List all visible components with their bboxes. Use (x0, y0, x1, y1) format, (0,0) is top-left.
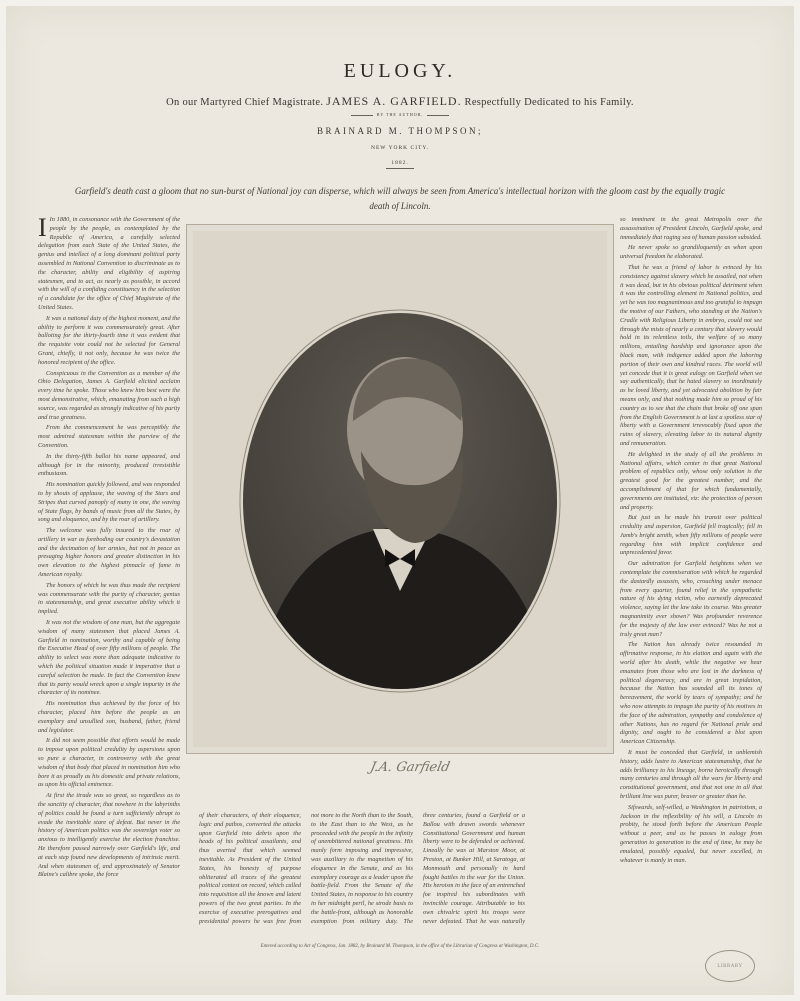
paragraph: In the thirty-fifth ballot his name appeared, and although for in the minority, produced irresistible enthusiasm. (38, 452, 180, 478)
byline (0, 112, 800, 117)
copyright-notice: Entered according to Act of Congress, Jan. 1882, by Brainard M. Thompson, in the office of the Librarian of Congress at Washington, D.C. (260, 944, 540, 949)
epigraph: Garfield's death cast a gloom that no sun-burst of National joy can disperse, which will always be seen from America's intellectual horizon with the gloom cast by the equally tragic death of Lincoln. (74, 186, 726, 211)
paragraph: Our admiration for Garfield heightens when we contemplate the commiseration with which he regarded the dastardly assassin, who, crouching under menace from every quarter, found relief in the sympathetic nature of his dying victim, who earnestly deprecated violence, saying let the law take its course. Was greater magnanimity ever shown? Was profounder reverence for the majesty of the law ever evinced? Was he not a truly great man? (620, 560, 762, 638)
text-column-left (38, 216, 180, 921)
text-column-bottom-3: three centuries, found a Garfield or a Ballou with drawn swords whenever Constitutional Government and human liberty were to be defended or achieved. Lineally he was at Marston Moor, at Preston, at Bunker Hill, at Saratoga, at Monmouth and personally in hard fought battles in the war for the Union. His heroism in the face of an entrenched foe inspired his subordinates with invincible courage. Attributable to his own chivalric spirit his troops were never defeated. That he was naturally (423, 812, 525, 925)
paragraph: It was not the wisdom of one man, but the aggregate wisdom of many statesmen that placed James A. Garfield in nomination, worthy and capable of being the Executive Head of over fifty millions of people. The ability to select was more than adequate indicative to which the political situation made it imperative that a careful selection be made. In fact the Convention knew that its party would wreck upon a single impurity in the character of its nominee. (38, 619, 180, 697)
portrait-plate (186, 224, 614, 754)
paragraph: At first the tirade was so great, so regardless as to the sanctity of character, that nowhere in the labyrinths of politics could be found a turn sufficiently abrupt to evade the inevitable stare of defeat. But never in the history of American politics was the sovereign voter so anxious to intelligently exercise the election franchise. He therefore passed narrowly over Garfield's life, and at each step found new developments of intrinsic merit. And when statesmen of, and approximately of Senator Blaine's calibre spoke, the force (38, 792, 180, 879)
paragraph: He never spoke so grandiloquently as when upon universal freedom he elaborated. (620, 244, 762, 261)
paragraph: It did not seem possible that efforts would be made to impose upon political credulity by aspersions upon so pure a character, in controversy with the great wisdom of that body that placed in nomination him who bore it as proudly as his domestic and private relations, as upon his official eminence. (38, 737, 180, 789)
drop-cap: I (38, 216, 47, 242)
paragraph: He delighted in the study of all the problems in National affairs, which center in that great National problem of republics only, whose only solution is the greatest good for the greatest number, and the accomplishment of that for which fundamentally, governments are instituted, viz: the protection of person and property. (620, 450, 762, 511)
paragraph: The welcome was fully insured to the roar of artillery in war as foreboding our country's devastation and the decimation of her armies, but not in peace as presaging higher honors and greater distinction in his own elevation to the highest pinnacle of fame in American royalty. (38, 527, 180, 579)
paragraph: That he was a friend of labor is evinced by his consistency against slavery which he assailed, not when it was dead, but in his obvious political detriment when it was the controlling element in National politics, and yet he was too magnanimous and too grateful to impugn the motive of our Fathers, who standing at the Nation's Cradle with Religious Liberty in embryo, could not see through the mists of nearly a century that slavery would hold in its relentless toils, the welfare of so many millions, entailing hardship and ignorance upon the black man, with indigence added upon the laboring portion of their own and kindred races. The world will yet concede that it is great eulogy on Garfield when we say authentically, that he hated slavery so inordinately as he loved liberty, and yet advocated abolition by fair means only, and that nothing made him so proud of his country as to see that the chain that broke off one span from the English Government is at last a spotless star of liberty with a Government irrevocably fixed upon the ruins of slavery, elevating labor to its natural dignity and remuneration. (620, 263, 762, 447)
paragraph: His nomination thus achieved by the force of his character, placed him before the people as an exemplary and unsullied son, husband, father, friend and legislator. (38, 700, 180, 734)
paragraph: The Nation has already twice resounded in affirmative response, in his elation and again with the world after his death, while the negative we hear emanates from those who are lost in the darkness of political degeneracy, and are in great trepidation, because the Nation has sounded all its tones of bereavement, the world by tears of sympathy; and he who now attempts to impugn the purity of his motives in the face of the admiration, sympathy and condolence of other Nations, has no regard for National pride and dignity, and ought to be considered a blot upon American Citizenship. (620, 641, 762, 746)
dedication-suffix: Respectfully Dedicated to his Family. (464, 97, 634, 108)
paragraph: The honors of which he was thus made the recipient was commensurate with the purity of character, genius in statesmanship, and great executive ability which it implied. (38, 581, 180, 616)
paragraph: It must be conceded that Garfield, in unblemish history, adds lustre to American statesmanship, that he adds brilliancy to his lineage, borne heroically through many centuries and through all the wars for liberty and constitutional government, and that not one in all that brilliant line was purer, braver or greater than he. (620, 749, 762, 800)
plate-inner-border (193, 231, 607, 747)
text-column-bottom-2: not more to the North than to the South, to the East than to the West, as he proceeded with the people in the infinity of unembittered national greatness. His manly form imposing and impressive, was auxiliary to the magnetism of his eloquence in the Senate, and as his exemplary courage as a leader upon the battle-field. From the Senate of the United States, in response to his country in her midnight peril, he strode basis to the battle-front, although as honorable exemption from military duty. The (311, 812, 413, 925)
signature: J.A. Garfield (368, 760, 452, 775)
library-stamp: LIBRARY (705, 950, 755, 982)
city-line: NEW YORK CITY. (370, 145, 430, 151)
dedication-prefix: On our Martyred Chief Magistrate. (166, 97, 324, 108)
paragraph: Conspicuous in the Convention as a member of the Ohio Delegation, James A. Garfield elicited acclaim every time he spoke. Those who knew him best were the most demonstrative, which, emanating from such a high source, was regarded as strongly indicative of his purity and true greatness. (38, 369, 180, 421)
divider (427, 115, 449, 116)
paragraph: Sifswards, self-willed, a Washington in patriotism, a Jackson in the inflexibility of his will, a Lincoln in probity, he stood forth before the American People without a peer, and as he passes in eulogy from generation to generation to the end of time, he may be emulated, possibly equaled, but never excelled, in whatever is manly in man. (620, 803, 762, 864)
dedication-name: JAMES A. GARFIELD. (326, 94, 462, 108)
paragraph: so imminent in the great Metropolis over the assassination of President Lincoln, Garfield spoke, and immediately that raging sea of human passion subsided. (620, 216, 762, 241)
document-title: EULOGY. (343, 60, 457, 82)
paragraph: From the commencement he was perceptibly the most admired statesman within the purview of the Convention. (38, 424, 180, 449)
paragraph-text: In 1880, in consonance with the Government of the people by the people, as contemplated by the Republic of America, a carefully selected delegation from each State of the United States, the genius and intellect of a long dominant political party assembled in National Convention to discriminate as to the character, ability and eligibility of aspiring statesmen, and to act, as nearly as possible, in accord with the will of a confiding constituency in the selection of a candidate for the office of Chief Magistrate of the United States. (38, 216, 180, 311)
portrait-image (193, 231, 607, 747)
byline-text: BY THE AUTHOR, (376, 112, 424, 117)
divider (351, 115, 373, 116)
dedication-line (0, 94, 800, 109)
paragraph: His nomination quickly followed, and was responded to by shouts of applause, the waving of the Stars and Stripes that curved panoply of many in one, the waving of State flags, by bands of music from all the States, by song and eloquence, and by the roar of artillery. (38, 481, 180, 524)
paragraph (38, 216, 180, 313)
text-column-bottom-1: of their characters, of their eloquence, logic and pathos, converted the attacks upon Garfield into debris upon the heads of his political assailants, and thus averted that which seemed inevitable. As President of the United States, his honesty of purpose obliterated all traces of the greatest political contest on record, which called into requisition all the known and latent powers of the two great parties. In the exercise of executive prerogatives and presidential powers he was free from (199, 812, 301, 925)
paragraph: But just as he made his transit over political credulity and aspersion, Garfield fell tragically; fell in Jamb's bright zenith, when fifty millions of people were regarding him with implicit confidence and unprecedented favor. (620, 514, 762, 557)
text-column-right (620, 216, 762, 921)
author-name: BRAINARD M. THOMPSON; (316, 126, 484, 136)
paragraph: It was a national duty of the highest moment, and the ability to perform it was commensurately great. After balloting for the thirty-fourth time it was evident that the requisite vote could not be selected for General Grant, chiefly, it not only, because he was twice the honored recipient of the office. (38, 314, 180, 366)
text-column-bottom-4 (534, 812, 612, 925)
year-line: 1882. (0, 160, 800, 169)
